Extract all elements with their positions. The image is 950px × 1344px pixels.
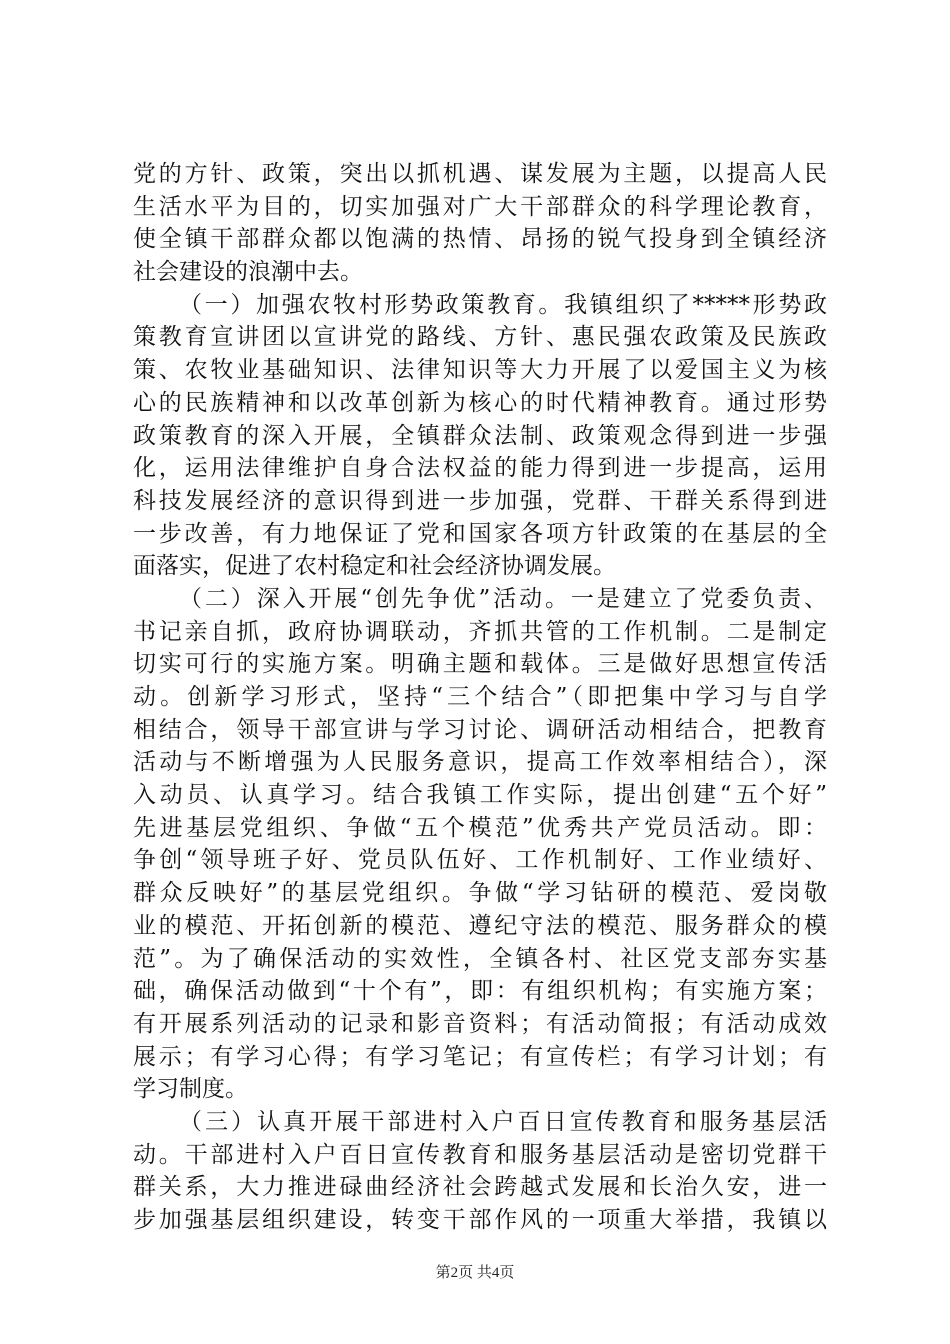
text-line: 展示；有学习心得；有学习笔记；有宣传栏；有学习计划；有 bbox=[133, 1043, 827, 1070]
text-line: 政策教育的深入开展，全镇群众法制、政策观念得到进一步强 bbox=[133, 422, 827, 449]
text-line: 一步改善，有力地保证了党和国家各项方针政策的在基层的全 bbox=[133, 520, 827, 547]
text-line: 心的民族精神和以改革创新为核心的时代精神教育。通过形势 bbox=[133, 389, 827, 416]
text-line: 有开展系列活动的记录和影音资料；有活动简报；有活动成效 bbox=[133, 1010, 827, 1037]
text-line: 先进基层党组织、争做“五个模范”优秀共产党员活动。即： bbox=[133, 814, 827, 841]
text-line: 相结合，领导干部宣讲与学习讨论、调研活动相结合，把教育 bbox=[133, 716, 827, 743]
text-line: 生活水平为目的，切实加强对广大干部群众的科学理论教育， bbox=[133, 193, 827, 220]
text-line: 群关系，大力推进碌曲经济社会跨越式发展和长治久安，进一 bbox=[133, 1174, 827, 1201]
text-line: 策教育宣讲团以宣讲党的路线、方针、惠民强农政策及民族政 bbox=[133, 324, 827, 351]
text-line: 科技发展经济的意识得到进一步加强，党群、干群关系得到进 bbox=[133, 487, 827, 514]
text-line: （二）深入开展“创先争优”活动。一是建立了党委负责、 bbox=[179, 585, 827, 612]
text-line: 社会建设的浪潮中去。 bbox=[133, 259, 363, 286]
text-line: 策、农牧业基础知识、法律知识等大力开展了以爱国主义为核 bbox=[133, 357, 827, 384]
text-line: 动。干部进村入户百日宣传教育和服务基层活动是密切党群干 bbox=[133, 1141, 827, 1168]
text-line: 动。创新学习形式，坚持“三个结合”（即把集中学习与自学 bbox=[133, 684, 827, 710]
text-line: 争创“领导班子好、党员队伍好、工作机制好、工作业绩好、 bbox=[133, 847, 827, 874]
text-line: 群众反映好”的基层党组织。争做“学习钻研的模范、爱岗敬 bbox=[133, 880, 827, 907]
document-body bbox=[133, 158, 827, 1237]
text-line: 党的方针、政策，突出以抓机遇、谋发展为主题，以提高人民 bbox=[133, 161, 827, 187]
text-line: （三）认真开展干部进村入户百日宣传教育和服务基层活 bbox=[179, 1108, 827, 1135]
text-line: 使全镇干部群众都以饱满的热情、昂扬的锐气投身到全镇经济 bbox=[133, 226, 827, 253]
paragraph bbox=[133, 289, 827, 583]
text-line: 活动与不断增强为人民服务意识，提高工作效率相结合），深 bbox=[133, 749, 827, 776]
text-line: （一）加强农牧村形势政策教育。我镇组织了*****形势政 bbox=[179, 291, 827, 318]
text-line: 础，确保活动做到“十个有”，即：有组织机构；有实施方案； bbox=[133, 978, 827, 1005]
text-line: 范”。为了确保活动的实效性，全镇各村、社区党支部夯实基 bbox=[133, 945, 827, 972]
text-line: 步加强基层组织建设，转变干部作风的一项重大举措，我镇以 bbox=[133, 1207, 827, 1233]
text-line: 面落实，促进了农村稳定和社会经济协调发展。 bbox=[133, 553, 616, 580]
paragraph bbox=[133, 583, 827, 1106]
paragraph bbox=[133, 158, 827, 289]
page-number-footer: 第2页 共4页 bbox=[435, 1265, 515, 1281]
text-line: 学习制度。 bbox=[133, 1076, 248, 1103]
paragraph bbox=[133, 1106, 827, 1237]
text-line: 业的模范、开拓创新的模范、遵纪守法的模范、服务群众的模 bbox=[133, 912, 827, 939]
text-line: 书记亲自抓，政府协调联动，齐抓共管的工作机制。二是制定 bbox=[133, 618, 827, 645]
text-line: 入动员、认真学习。结合我镇工作实际，提出创建“五个好” bbox=[133, 782, 827, 809]
text-line: 化，运用法律维护自身合法权益的能力得到进一步提高，运用 bbox=[133, 455, 827, 482]
text-line: 切实可行的实施方案。明确主题和载体。三是做好思想宣传活 bbox=[133, 651, 827, 678]
